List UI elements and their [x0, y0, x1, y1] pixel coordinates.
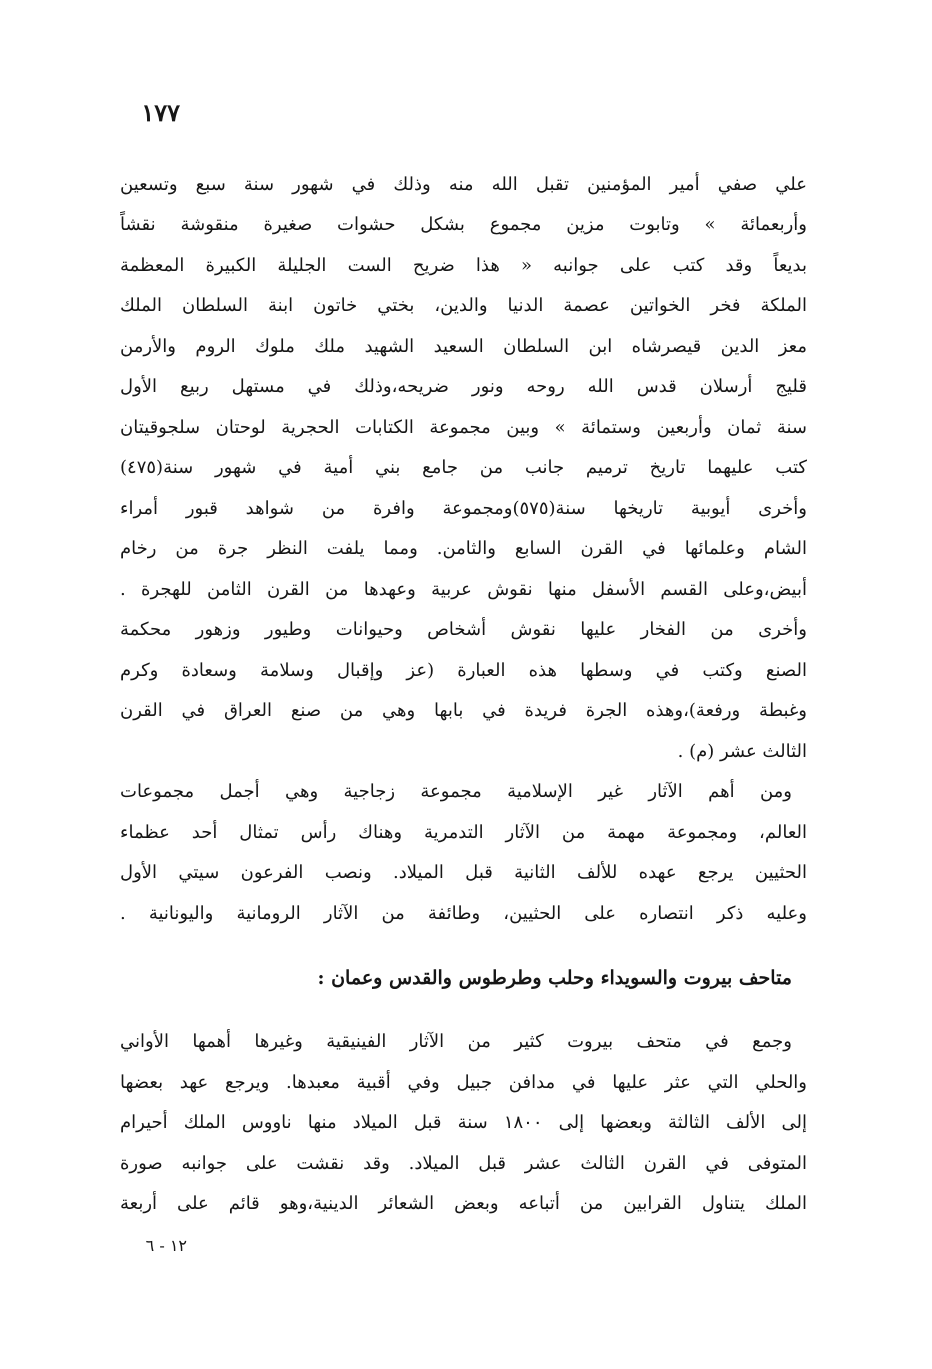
text-line: ومن أهم الآثار غير الإسلامية مجموعة زجاجية وهي أجمل مجموعات — [120, 781, 792, 802]
text-line: والحلي التي عثر عليها في مدافن جبيل وفي أقبية معبدها. ويرجع عهد بعضها — [120, 1072, 807, 1093]
text-line: وأربعمائة » وتابوت مزين مجموع بشكل حشوات صغيرة منقوشة نقشاً — [120, 214, 807, 235]
text-line: كتب عليهما تاريخ ترميم جانب من جامع بني أمية في شهور سنة(٤٧٥) — [120, 457, 807, 478]
text-line: وأخرى من الفخار عليها نقوش أشخاص وحيوانات وطيور وزهور محكمة — [120, 619, 807, 640]
text-line: الصنع وكتب في وسطها هذه العبارة (عز وإقبال وسلامة وسعادة وكرم — [120, 660, 807, 681]
text-line: سنة ثمان وأربعين وستمائة » وبين مجموعة الكتابات الحجرية لوحتان سلجوقيتان — [120, 417, 807, 438]
text-line: المتوفى في القرن الثالث عشر قبل الميلاد. وقد نقشت على جوانبه صورة — [120, 1153, 807, 1174]
text-line: الملك يتناول القرابين من أتباعه وبعض الشعائر الدينية،وهو قائم على أربعة — [120, 1193, 807, 1214]
signature-mark: ١٢ - ٦ — [145, 1236, 187, 1255]
text-line: الثالث عشر (م) . — [677, 741, 807, 762]
text-line: وجمع في متحف بيروت كثير من الآثار الفينيقية وغيرها أهمها الأواني — [120, 1031, 792, 1052]
text-line: بديعاً وقد كتب على جوانبه « هذا ضريح الست الجليلة الكبيرة المعظمة — [120, 255, 807, 276]
page-number: ١٧٧ — [141, 98, 180, 127]
text-line: معز الدين قيصرشاه ابن السلطان السعيد الشهيد ملك ملوك الروم والأرمن — [120, 336, 807, 357]
text-line: أبيض،وعلى القسم الأسفل منها نقوش عربية وعهدها من القرن الثامن للهجرة . — [120, 579, 807, 600]
text-line: وعليه ذكر انتصاره على الحثيين، وطائفة من الآثار الرومانية واليونانية . — [120, 903, 807, 924]
text-line: الملكة فخر الخواتين عصمة الدنيا والدين، بختي خاتون ابنة السلطان الملك — [120, 295, 807, 316]
text-line: وغبطة ورفعة)،وهذه الجرة فريدة في بابها وهي من صنع العراق في القرن — [120, 700, 807, 721]
text-line: علي صفي أمير المؤمنين تقبل الله منه وذلك في شهور سنة سبع وتسعين — [120, 174, 807, 195]
text-line: وأخرى أيوبية تاريخها سنة(٥٧٥)ومجموعة وافرة من شواهد قبور أمراء — [120, 498, 807, 519]
text-line: العالم، ومجموعة مهمة من الآثار التدمرية وهناك رأس تمثال أحد عظماء — [120, 822, 807, 843]
text-line: إلى الألف الثالثة وبعضها إلى ١٨٠٠ سنة قبل الميلاد منها ناووس الملك أحيرام — [120, 1112, 807, 1133]
text-line: قليج أرسلان قدس الله روحه ونور ضريحه،وذلك في مستهل ربيع الأول — [120, 376, 807, 397]
text-line: الشام وعلمائها في القرن السابع والثامن. ومما يلفت النظر جرة من رخام — [120, 538, 807, 559]
section-heading: متاحف بيروت والسويداء وحلب وطرطوس والقدس وعمان : — [317, 967, 792, 989]
text-line: الحثيين يرجع عهده للألف الثانية قبل الميلاد. ونصب الفرعون سيتي الأول — [120, 862, 807, 883]
